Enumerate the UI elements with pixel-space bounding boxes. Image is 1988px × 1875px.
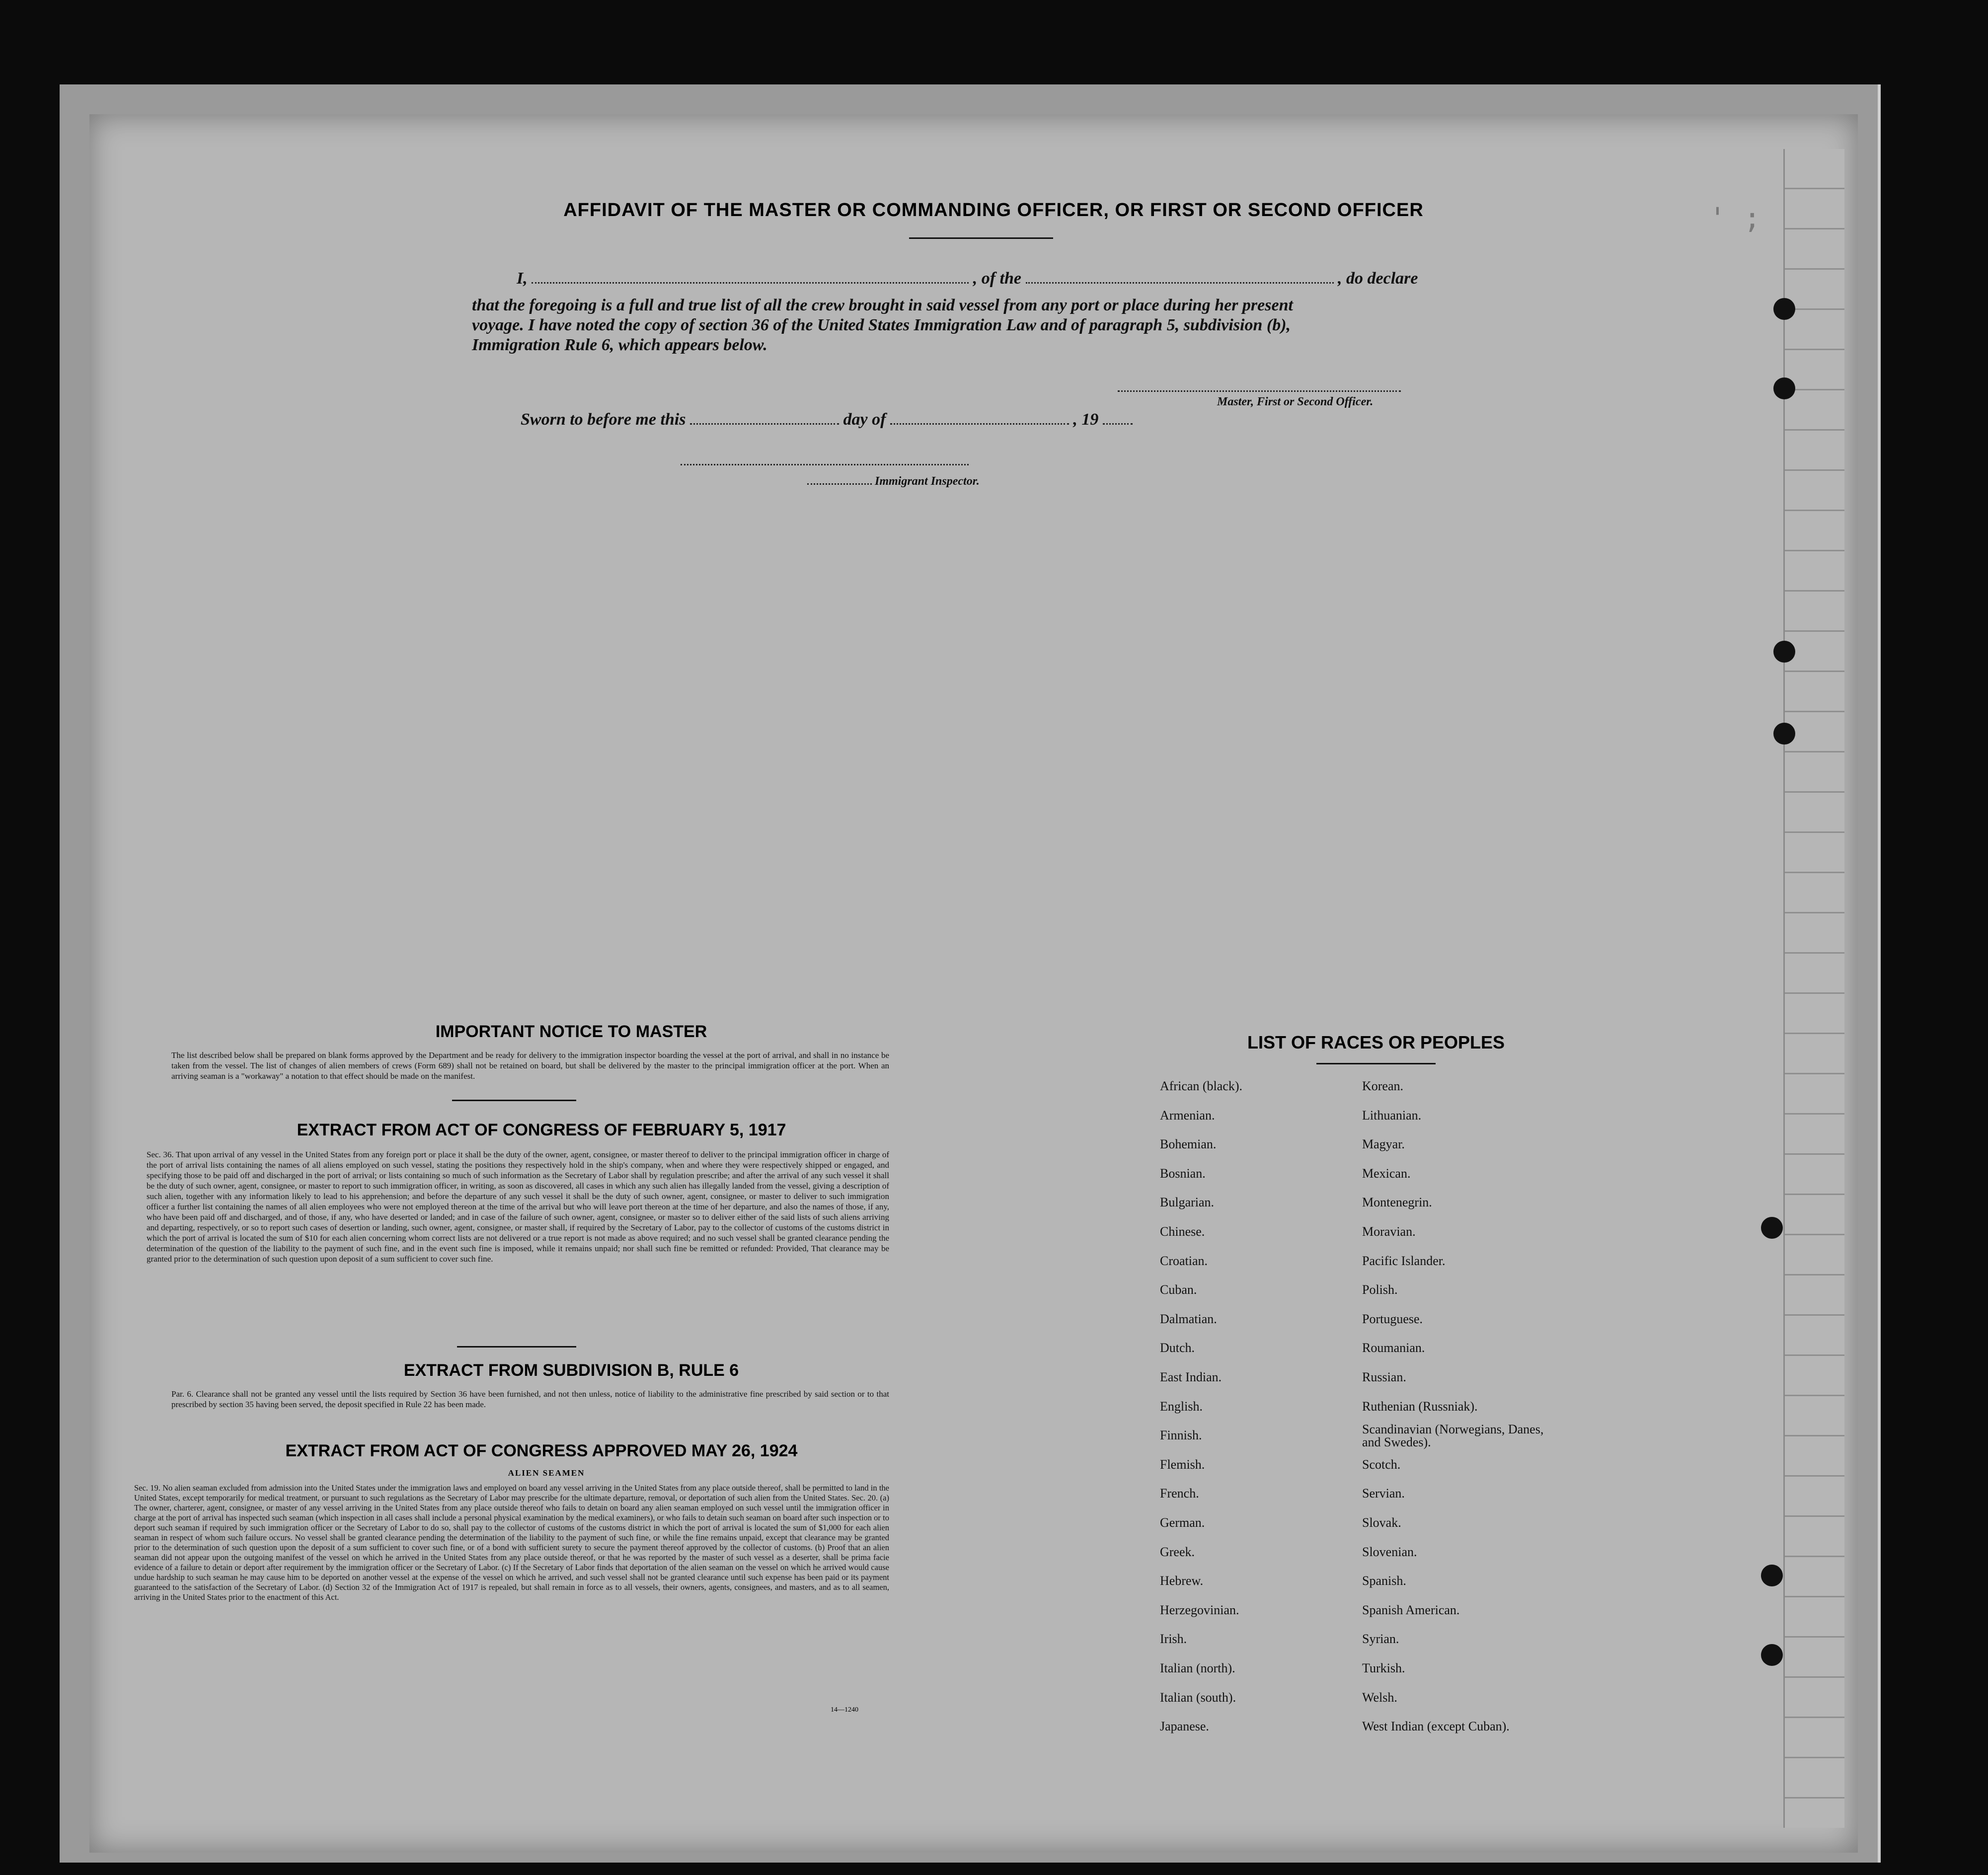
- sworn-day-of: day of: [843, 410, 886, 429]
- race-item: Croatian.: [1160, 1254, 1208, 1268]
- pencil-mark: ' ;: [1709, 201, 1761, 235]
- race-item: Pacific Islander.: [1362, 1254, 1446, 1268]
- notice-text: The list described below shall be prepared on blank forms approved by the Department and be ready for delivery to the immigration inspector boarding the vessel at the port of arrival, and shall in no instance be taken from the vessel. The list of changes of alien members of crews (Form 689) shall not be retained on board, but shall be delivered by the master to the principal immigration officer at the port. When an arriving seaman is a "workaway" a notation to that effect should be made on the manifest.: [171, 1050, 889, 1081]
- divider: [452, 1100, 576, 1101]
- race-item: Scotch.: [1362, 1457, 1401, 1472]
- sworn-year-field[interactable]: [1103, 410, 1133, 425]
- race-item: Bulgarian.: [1160, 1195, 1215, 1209]
- race-item: Italian (north).: [1160, 1661, 1235, 1675]
- inspector-label-text: Immigrant Inspector.: [875, 475, 980, 488]
- divider: [1316, 1063, 1436, 1064]
- race-item: Magyar.: [1362, 1137, 1405, 1151]
- vessel-field[interactable]: [1026, 269, 1334, 284]
- affidavit-do-declare: , do declare: [1338, 269, 1418, 288]
- extract-1924-title: EXTRACT FROM ACT OF CONGRESS APPROVED MAY 26, 1924: [285, 1441, 798, 1460]
- race-item: Russian.: [1362, 1370, 1406, 1384]
- divider: [457, 1346, 576, 1348]
- race-item: African (black).: [1160, 1079, 1243, 1093]
- inspector-signature-line[interactable]: [681, 464, 969, 465]
- race-item: Korean.: [1362, 1079, 1404, 1093]
- race-item: Bosnian.: [1160, 1166, 1206, 1181]
- sworn-prefix: Sworn to before me this: [521, 410, 686, 429]
- punch-hole: [1761, 1217, 1783, 1239]
- race-item: Mexican.: [1362, 1166, 1411, 1181]
- race-item: Scandinavian (Norwegians, Danes, and Swedes).: [1362, 1422, 1544, 1449]
- punch-hole: [1773, 377, 1795, 399]
- race-item: Syrian.: [1362, 1632, 1399, 1646]
- race-item: Ruthenian (Russniak).: [1362, 1399, 1478, 1414]
- race-item: Welsh.: [1362, 1690, 1397, 1705]
- race-item: Dalmatian.: [1160, 1312, 1217, 1326]
- affidavit-line-1: [517, 269, 1418, 288]
- race-item: Roumanian.: [1362, 1341, 1425, 1355]
- extract-1924-text: Sec. 19. No alien seaman excluded from admission into the United States under the immigration laws and employed on board any vessel arriving in the United States from any place outside thereof, shall be permitted to land in the United States, except temporarily for medical treatment, or pursuant to such regulations as the Secretary of Labor may prescribe for the ultimate departure, removal, or deportation of such alien from the United States. Sec. 20. (a) The owner, charterer, agent, consignee, or master of any vessel arriving in the United States from any place outside thereof who fails to detain on board any alien seaman employed on such vessel until the immigration officer in charge at the port of arrival has inspected such seaman (which inspection in all cases shall include a personal physical examination by the medical examiners), or who fails to detain such seaman on board after such inspection or to deport such seaman if required by such immigration officer or the Secretary of Labor to do so, shall pay to the collector of customs of the customs district in which the port of arrival is located the sum of $1,000 for each alien seaman in respect of whom such failure occurs. No vessel shall be granted clearance pending the determination of the liability to the payment of such fine, or while the fine remains unpaid, except that clearance may be granted prior to the determination of such question upon the deposit of a sum sufficient to cover such fine, or of a bond with sufficient surety to secure the payment thereof approved by the collector of customs. (b) Proof that an alien seaman did not appear upon the outgoing manifest of the vessel on which he arrived in the United States from any place outside thereof, or that he was reported by the master of such vessel as a deserter, shall be prima facie evidence of a failure to detain or deport after requirement by the immigration officer or the Secretary of Labor. (c) If the Secretary of Labor finds that deportation of the alien seaman on the vessel on which he arrived would cause undue hardship to such seaman he may cause him to be deported on another vessel at the expense of the vessel on which he arrived, and such vessel shall not be granted clearance until such expense has been paid or its payment guaranteed to the satisfaction of the Secretary of Labor. (d) Section 32 of the Immigration Act of 1917 is repealed, but shall remain in force as to all vessels, their owners, agents, consignees, and masters, and as to all seamen, arriving in the United States prior to the enactment of this Act.: [134, 1483, 889, 1602]
- affidavit-of-the: , of the: [973, 269, 1022, 288]
- affidavit-title: AFFIDAVIT OF THE MASTER OR COMMANDING OFFICER, OR FIRST OR SECOND OFFICER: [563, 200, 1424, 221]
- punch-hole: [1761, 1644, 1783, 1666]
- sworn-month-field[interactable]: [890, 410, 1069, 425]
- extract-1917-text: Sec. 36. That upon arrival of any vessel in the United States from any foreign port or place it shall be the duty of the owner, agent, consignee, or master thereof to deliver to the principal immigration officer in charge of the port of arrival lists containing the names of all aliens employed on such vessel, stating the positions they respectively hold in the ship's company, when and where they were respectively shipped or engaged, and specifying those to be paid off and discharged in the port of arrival; or lists containing so much of such information as the Secretary of Labor shall by regulation prescribe; and after the arrival of any such vessel it shall be the duty of such owner, agent, consignee, or master to report to such immigration officer, in writing, as soon as discovered, all cases in which any such alien has illegally landed from the vessel, giving a description of such alien, together with any information likely to lead to his apprehension; and before the departure of any such vessel it shall be the duty of such owner, agent, consignee, or master to deliver to such immigration officer a further list containing the names of all alien employees who were not employed thereon at the time of the arrival but who will leave port thereon at the time of her departure, and also the names of those, if any, who have been paid off and discharged, and of those, if any, who have deserted or landed; and in case of the failure of such owner, agent, consignee, or master so to deliver either of the said lists of such aliens arriving and departing, respectively, or so to report such cases of desertion or landing, such owner, agent, consignee, or master shall, if required by the Secretary of Labor, pay to the collector of customs of the customs district in which the port of arrival is located the sum of $10 for each alien concerning whom correct lists are not delivered or a true report is not made as above required; and no such vessel shall be granted clearance pending the determination of the question of the liability to the payment of such fine, and in the event such fine is imposed, while it remains unpaid; nor shall such fine be remitted or refunded: Provided, That clearance may be granted prior to the determination of such question upon deposit of a sum sufficient to cover such fine.: [147, 1150, 889, 1264]
- race-item: Spanish.: [1362, 1574, 1406, 1588]
- extract-1924-subtitle: ALIEN SEAMEN: [508, 1468, 585, 1478]
- sworn-line: [521, 410, 1133, 429]
- master-signature-line[interactable]: [1118, 390, 1401, 392]
- race-item: German.: [1160, 1515, 1205, 1530]
- race-item: West Indian (except Cuban).: [1362, 1719, 1510, 1733]
- race-item: Polish.: [1362, 1282, 1398, 1297]
- inspector-signature-label: [807, 475, 980, 488]
- race-item: Turkish.: [1362, 1661, 1405, 1675]
- race-item: Cuban.: [1160, 1282, 1197, 1297]
- race-item: Servian.: [1362, 1486, 1405, 1500]
- punch-hole: [1773, 723, 1795, 745]
- race-item: Japanese.: [1160, 1719, 1209, 1733]
- race-item: Moravian.: [1362, 1224, 1416, 1239]
- punch-hole: [1773, 641, 1795, 663]
- affidavit-line-2: that the foregoing is a full and true list of all the crew brought in said vessel from any port or place during her present: [472, 296, 1293, 314]
- race-item: Italian (south).: [1160, 1690, 1236, 1705]
- race-item: East Indian.: [1160, 1370, 1222, 1384]
- subdivision-b-text: Par. 6. Clearance shall not be granted any vessel until the lists required by Section 36 have been furnished, and not then unless, notice of liability to the administrative fine prescribed by said section or to that prescribed by section 35 having been served, the deposit specified in Rule 22 has been made.: [171, 1389, 889, 1409]
- race-item: Montenegrin.: [1362, 1195, 1432, 1209]
- race-item: Bohemian.: [1160, 1137, 1217, 1151]
- ruled-margin: [1783, 149, 1844, 1828]
- race-item: Dutch.: [1160, 1341, 1195, 1355]
- race-item: Portuguese.: [1362, 1312, 1423, 1326]
- race-item: Greek.: [1160, 1545, 1195, 1559]
- subdivision-b-title: EXTRACT FROM SUBDIVISION B, RULE 6: [403, 1361, 739, 1380]
- race-item: Armenian.: [1160, 1108, 1215, 1123]
- affidavit-i: I,: [517, 269, 528, 288]
- race-item: Slovak.: [1362, 1515, 1401, 1530]
- form-number: 14—1240: [831, 1706, 858, 1714]
- race-item: Flemish.: [1160, 1457, 1205, 1472]
- extract-1917-title: EXTRACT FROM ACT OF CONGRESS OF FEBRUARY 5, 1917: [297, 1121, 786, 1139]
- races-title: LIST OF RACES OR PEOPLES: [1247, 1032, 1505, 1052]
- race-item: Hebrew.: [1160, 1574, 1204, 1588]
- punch-hole: [1761, 1565, 1783, 1586]
- race-item: English.: [1160, 1399, 1203, 1414]
- sworn-day-field[interactable]: [690, 410, 839, 425]
- race-item: French.: [1160, 1486, 1199, 1500]
- affidavit-line-4: Immigration Rule 6, which appears below.: [472, 336, 767, 354]
- race-item: Chinese.: [1160, 1224, 1205, 1239]
- race-item: Irish.: [1160, 1632, 1187, 1646]
- affidavit-line-3: voyage. I have noted the copy of section 36 of the United States Immigration Law and of paragraph 5, subdivision (b),: [472, 316, 1291, 334]
- sworn-year-prefix: , 19: [1073, 410, 1099, 429]
- punch-hole: [1773, 298, 1795, 320]
- race-item: Herzegovinian.: [1160, 1603, 1239, 1617]
- divider: [909, 237, 1053, 239]
- race-item: Slovenian.: [1362, 1545, 1417, 1559]
- race-item: Lithuanian.: [1362, 1108, 1422, 1123]
- notice-title: IMPORTANT NOTICE TO MASTER: [435, 1022, 707, 1041]
- name-field[interactable]: [532, 269, 969, 284]
- race-item: Spanish American.: [1362, 1603, 1460, 1617]
- race-item: Finnish.: [1160, 1428, 1202, 1442]
- master-signature-label: Master, First or Second Officer.: [1217, 395, 1374, 408]
